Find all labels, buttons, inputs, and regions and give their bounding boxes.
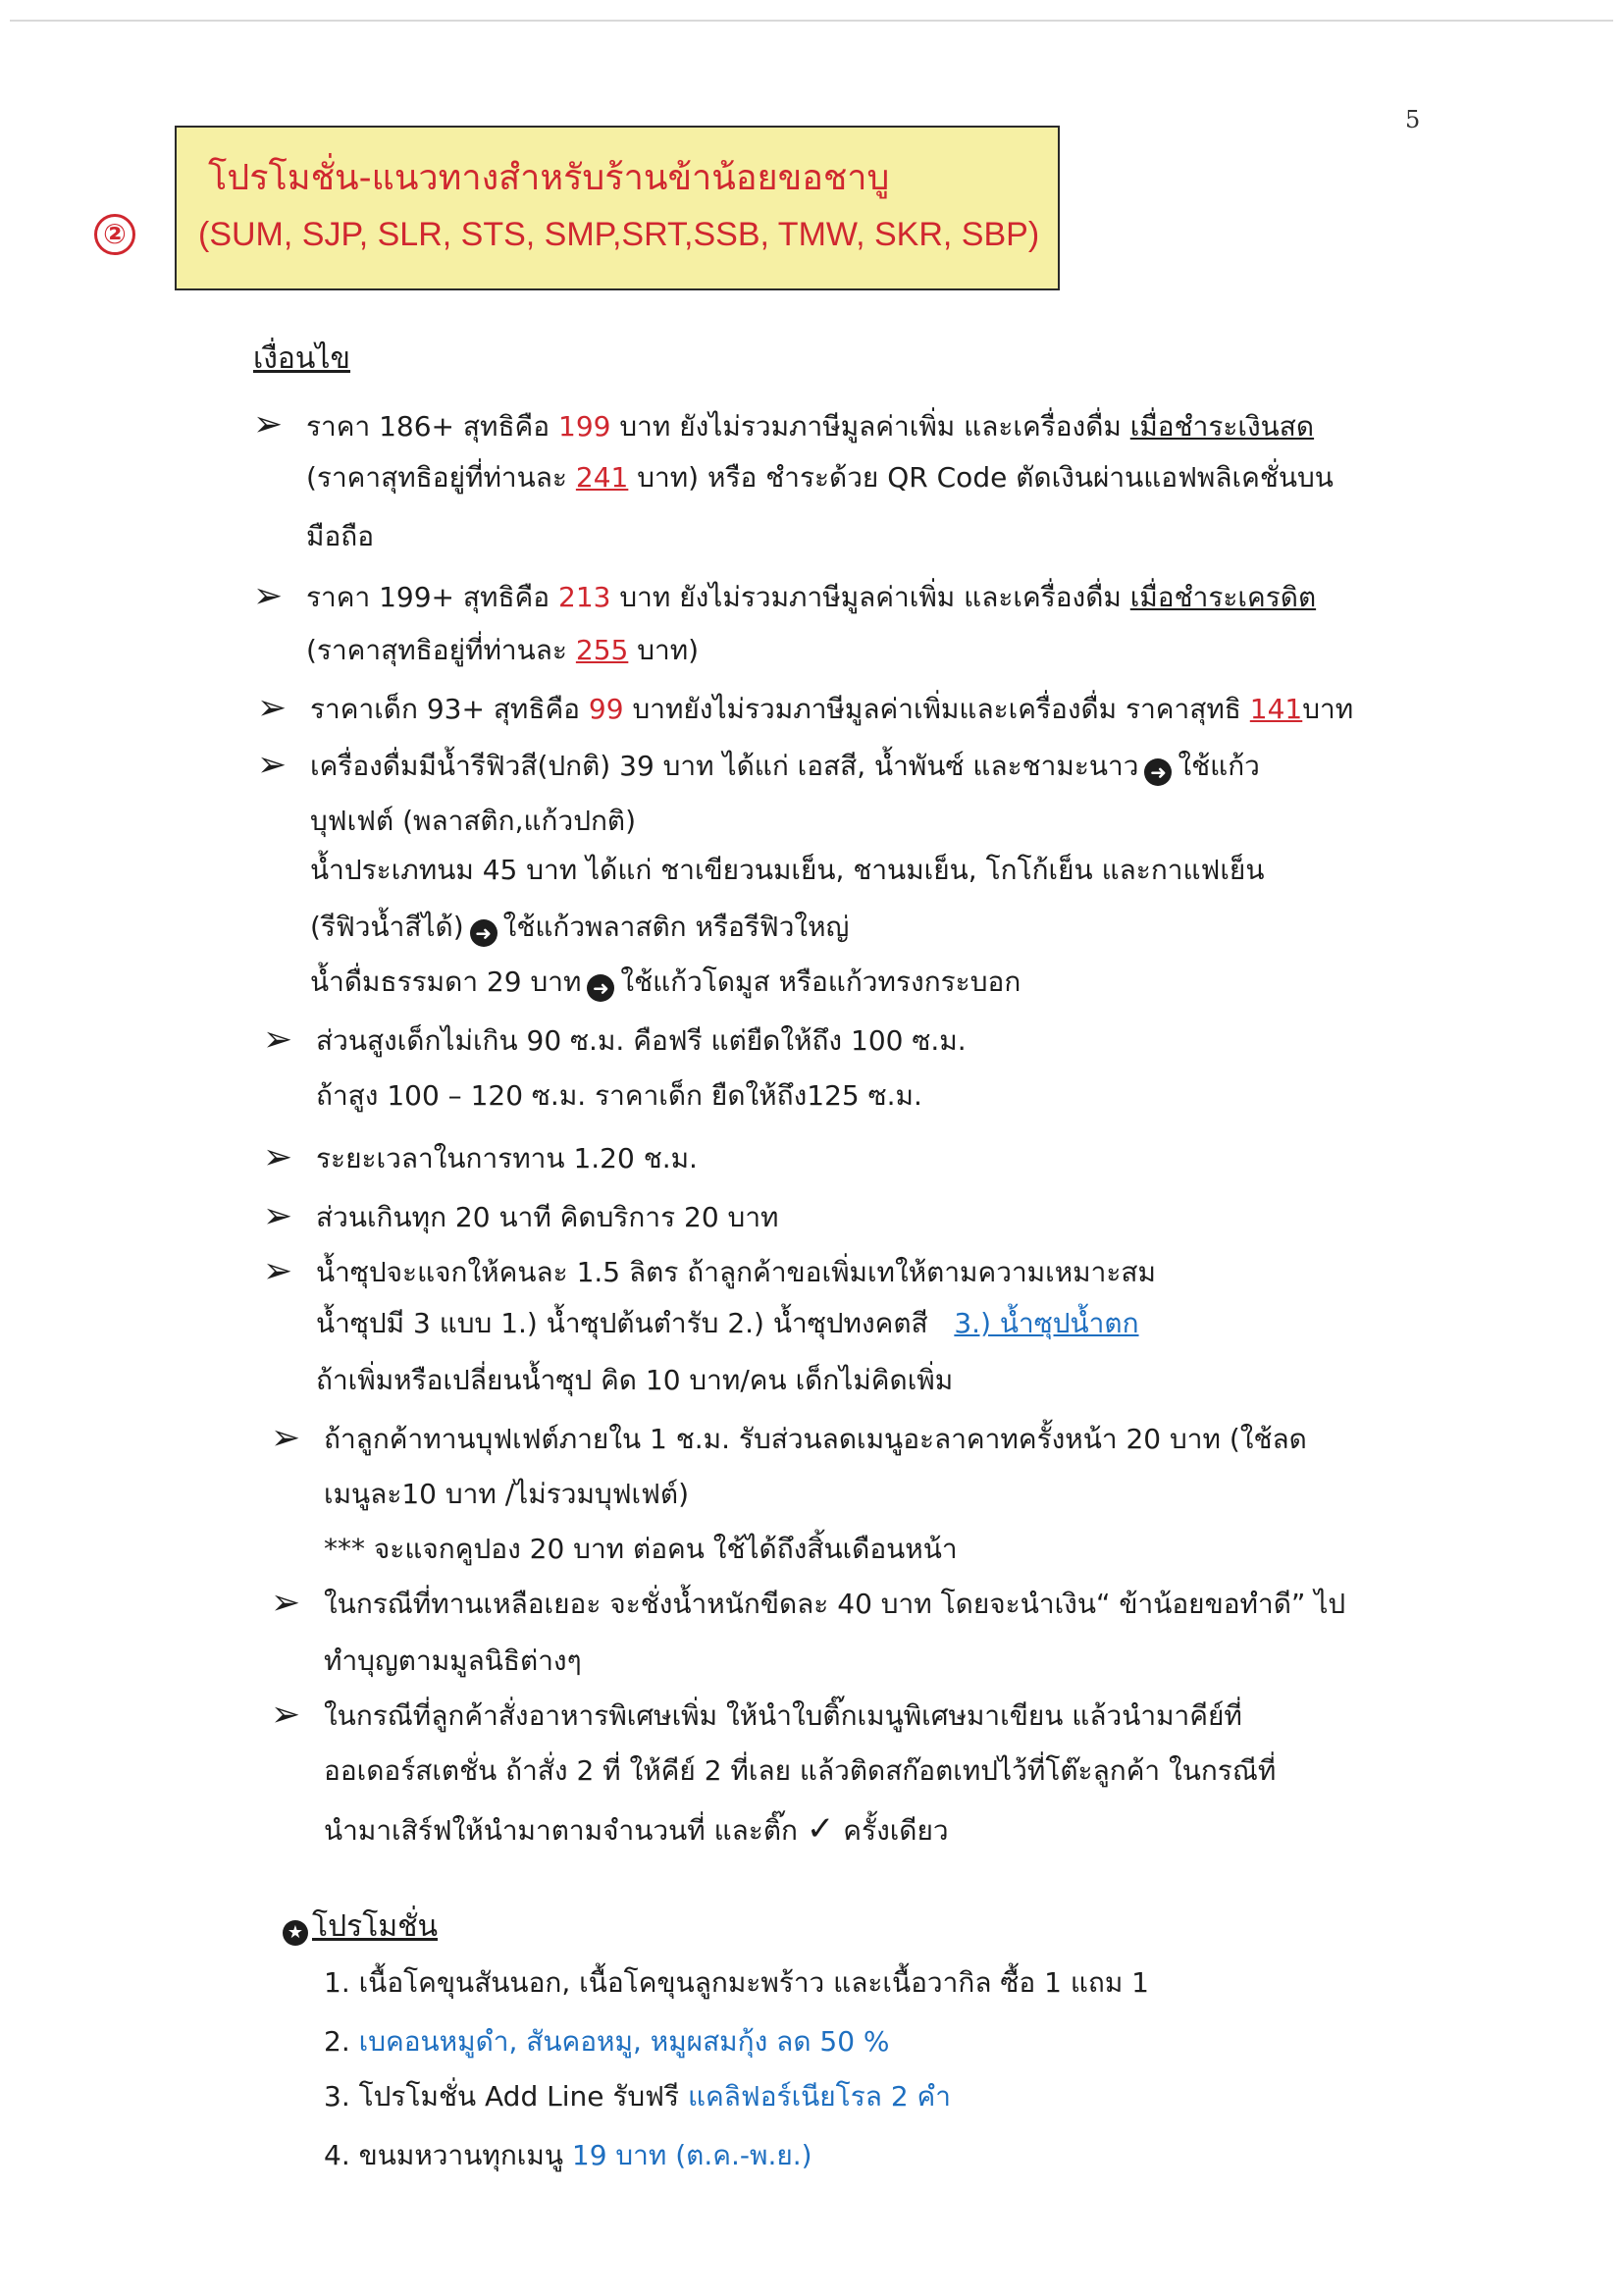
arrow-bullet-icon: ➢ bbox=[271, 1695, 301, 1735]
condition-1-line-1: ราคา 186+ สุทธิคือ 199 บาท ยังไม่รวมภาษีมูลค่าเพิ่ม และเครื่องดื่ม เมื่อชำระเงินสด bbox=[306, 410, 1315, 443]
title-line-1: โปรโมชั่น-แนวทางสำหรับร้านข้าน้อยขอชาบู bbox=[208, 158, 890, 198]
arrow-bullet-icon: ➢ bbox=[271, 1583, 301, 1623]
promotion-heading: ★ โปรโมชั่น bbox=[283, 1904, 438, 1950]
condition-10-line-2: ทำบุญตามมูลนิธิต่างๆ bbox=[324, 1644, 582, 1677]
condition-11-line-1: ในกรณีที่ลูกค้าสั่งอาหารพิเศษเพิ่ม ให้นำใบติ๊กเมนูพิเศษมาเขียน แล้วนำมาคีย์ที่ bbox=[324, 1699, 1242, 1732]
arrow-bullet-icon: ➢ bbox=[263, 1251, 293, 1291]
arrow-bullet-icon: ➢ bbox=[257, 745, 288, 785]
circle-number-badge: ② bbox=[94, 214, 135, 255]
condition-4-line-2: บุฟเฟต์ (พลาสติก,แก้วปกติ) bbox=[310, 805, 637, 837]
condition-2-line-2: (ราคาสุทธิอยู่ที่ท่านละ 255 บาท) bbox=[306, 634, 700, 666]
condition-9-line-3: *** จะแจกคูปอง 20 บาท ต่อคน ใช้ได้ถึงสิ้นเดือนหน้า bbox=[324, 1533, 958, 1565]
condition-4-line-4: (รีฟิวน้ำสีได้) ➜ ใช้แก้วพลาสติก หรือรีฟิวใหญ่ bbox=[310, 911, 850, 945]
arrow-bullet-icon: ➢ bbox=[263, 1137, 293, 1177]
promotion-item-4: 4. ขนมหวานทุกเมนู 19 บาท (ต.ค.-พ.ย.) bbox=[324, 2139, 812, 2171]
condition-5-line-1: ส่วนสูงเด็กไม่เกิน 90 ซ.ม. คือฟรี แต่ยืดให้ถึง 100 ซ.ม. bbox=[316, 1024, 967, 1057]
condition-4-line-5: น้ำดื่มธรรมดา 29 บาท ➜ ใช้แก้วโดมูส หรือแก้วทรงกระบอก bbox=[310, 965, 1021, 1000]
arrow-bullet-icon: ➢ bbox=[253, 576, 284, 616]
arrow-bullet-icon: ➢ bbox=[263, 1196, 293, 1236]
conditions-heading: เงื่อนไข bbox=[253, 341, 351, 376]
arrow-right-icon: ➜ bbox=[470, 919, 497, 947]
condition-8-line-1: น้ำซุปจะแจกให้คนละ 1.5 ลิตร ถ้าลูกค้าขอเพิ่มเทให้ตามความเหมาะสม bbox=[316, 1256, 1156, 1288]
arrow-bullet-icon: ➢ bbox=[263, 1019, 293, 1060]
promotion-item-2: 2. เบคอนหมูดำ, สันคอหมู, หมูผสมกุ้ง ลด 50 % bbox=[324, 2025, 890, 2058]
condition-9-line-1: ถ้าลูกค้าทานบุฟเฟต์ภายใน 1 ช.ม. รับส่วนลดเมนูอะลาคาทครั้งหน้า 20 บาท (ใช้ลด bbox=[324, 1423, 1307, 1455]
condition-9-line-2: เมนูละ10 บาท /ไม่รวมบุฟเฟต์) bbox=[324, 1478, 690, 1510]
arrow-bullet-icon: ➢ bbox=[253, 404, 284, 444]
promotion-item-3: 3. โปรโมชั่น Add Line รับฟรี แคลิฟอร์เนียโรล 2 คำ bbox=[324, 2080, 951, 2113]
condition-2-line-1: ราคา 199+ สุทธิคือ 213 บาท ยังไม่รวมภาษีมูลค่าเพิ่ม และเครื่องดื่ม เมื่อชำระเครดิต bbox=[306, 581, 1317, 613]
checkmark-icon: ✓ bbox=[806, 1809, 835, 1849]
title-box bbox=[175, 126, 1060, 290]
condition-4-line-3: น้ำประเภทนม 45 บาท ได้แก่ ชาเขียวนมเย็น, ชานมเย็น, โกโก้เย็น และกาแฟเย็น bbox=[310, 854, 1265, 886]
condition-1-line-2: (ราคาสุทธิอยู่ที่ท่านละ 241 บาท) หรือ ชำระด้วย QR Code ตัดเงินผ่านแอฟพลิเคชั่นบน bbox=[306, 461, 1334, 494]
condition-11-line-2: ออเดอร์สเตชั่น ถ้าสั่ง 2 ที่ ให้คีย์ 2 ที่เลย แล้วติดสก๊อตเทปไว้ที่โต๊ะลูกค้า ในกรณีที่ bbox=[324, 1754, 1277, 1787]
condition-5-line-2: ถ้าสูง 100 – 120 ซ.ม. ราคาเด็ก ยืดให้ถึง125 ซ.ม. bbox=[316, 1079, 922, 1112]
condition-10-line-1: ในกรณีที่ทานเหลือเยอะ จะชั่งน้ำหนักขีดละ 40 บาท โดยจะนำเงิน“ ข้าน้อยขอทำดี” ไป bbox=[324, 1588, 1346, 1620]
condition-7-line: ส่วนเกินทุก 20 นาที คิดบริการ 20 บาท bbox=[316, 1201, 779, 1233]
condition-8-line-3: ถ้าเพิ่มหรือเปลี่ยนน้ำซุป คิด 10 บาท/คน เด็กไม่คิดเพิ่ม bbox=[316, 1364, 954, 1396]
condition-11-line-3: นำมาเสิร์ฟให้นำมาตามจำนวนที่ และติ๊ก ✓ ครั้งเดียว bbox=[324, 1809, 949, 1849]
arrow-right-icon: ➜ bbox=[1144, 758, 1172, 786]
arrow-bullet-icon: ➢ bbox=[257, 688, 288, 728]
condition-8-line-2: น้ำซุปมี 3 แบบ 1.) น้ำซุปต้นตำรับ 2.) น้ำซุปทงคตสี 3.) น้ำซุปน้ำตก bbox=[316, 1307, 1139, 1339]
condition-4-line-1: เครื่องดื่มมีน้ำรีฟิวสี(ปกติ) 39 บาท ได้แก่ เอสสี, น้ำพันซ์ และชามะนาว ➜ ใช้แก้ว bbox=[310, 750, 1260, 784]
condition-1-line-3: มือถือ bbox=[306, 520, 375, 552]
title-line-2: (SUM, SJP, SLR, STS, SMP,SRT,SSB, TMW, SKR, SBP) bbox=[198, 216, 1040, 253]
arrow-bullet-icon: ➢ bbox=[271, 1418, 301, 1458]
arrow-right-icon: ➜ bbox=[587, 974, 614, 1002]
page-number: 5 bbox=[1405, 106, 1421, 133]
condition-6-line: ระยะเวลาในการทาน 1.20 ช.ม. bbox=[316, 1142, 698, 1174]
top-rule bbox=[10, 20, 1613, 22]
star-icon: ★ bbox=[283, 1920, 308, 1946]
promotion-item-1: 1. เนื้อโคขุนสันนอก, เนื้อโคขุนลูกมะพร้าว และเนื้อวากิล ซื้อ 1 แถม 1 bbox=[324, 1966, 1149, 1999]
condition-3-line: ราคาเด็ก 93+ สุทธิคือ 99 บาทยังไม่รวมภาษีมูลค่าเพิ่มและเครื่องดื่ม ราคาสุทธิ 141บาท bbox=[310, 693, 1354, 725]
